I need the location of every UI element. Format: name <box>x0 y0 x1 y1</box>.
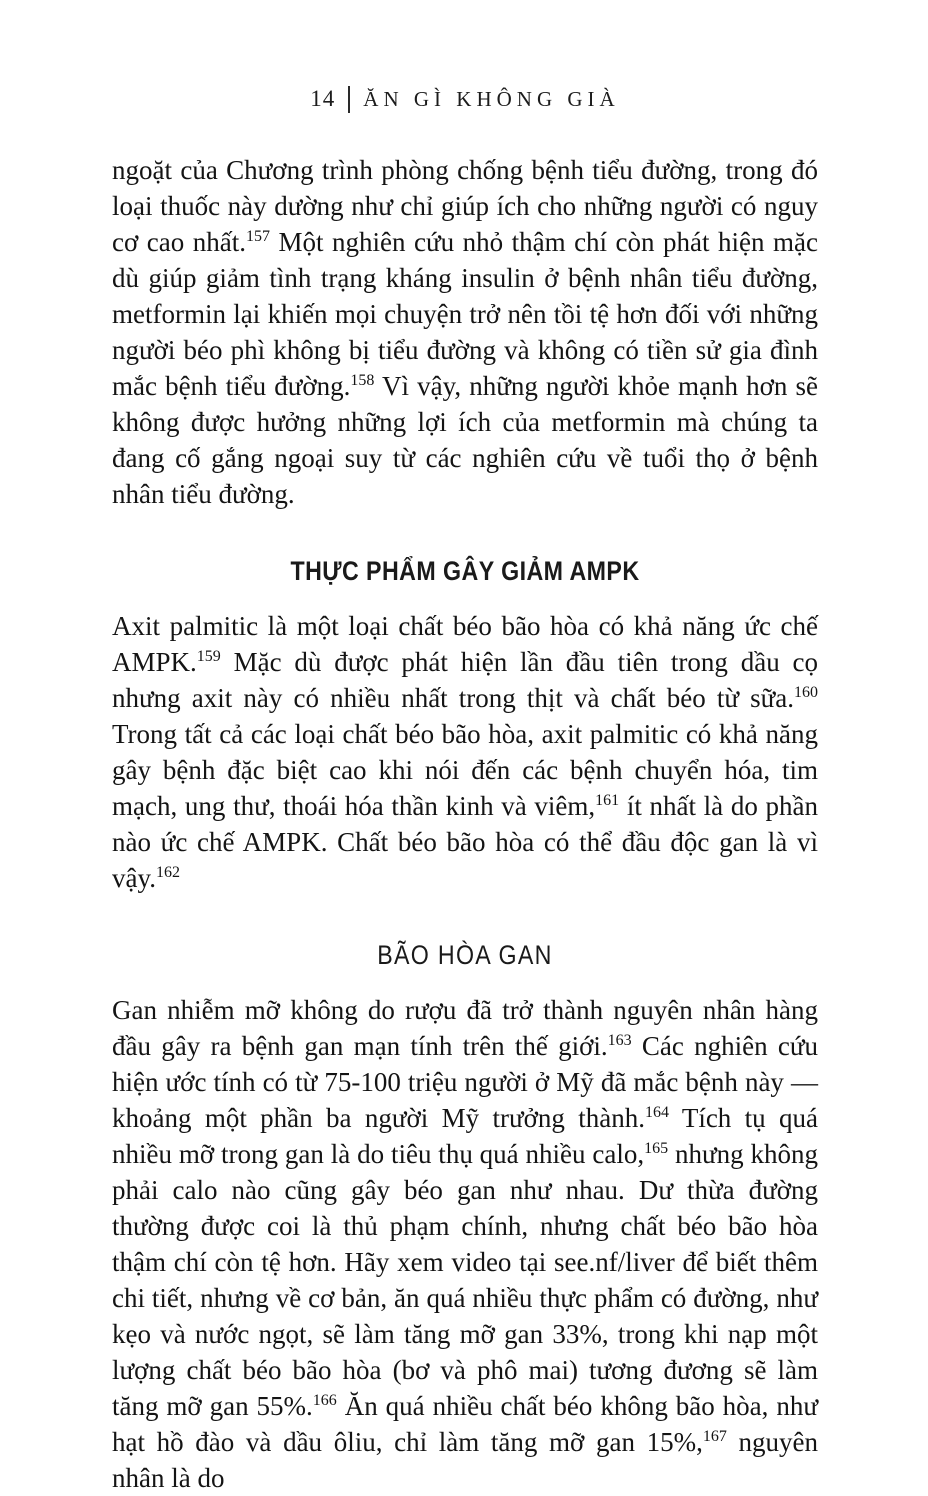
header-divider-line <box>348 86 350 113</box>
page-header <box>112 84 818 114</box>
footnote-ref: 161 <box>595 792 620 809</box>
footnote-ref: 164 <box>644 1104 669 1121</box>
footnote-ref: 163 <box>607 1032 632 1049</box>
paragraph: ngoặt của Chương trình phòng chống bệnh tiểu đường, trong đó loại thuốc này dường như chỉ giúp ích cho những người có nguy cơ cao nhất.$^{157}$ Một nghiên cứu nhỏ thậm chí còn phát hiện mặc dù giúp giảm tình trạng kháng insulin ở bệnh nhân tiểu đường, metformin lại khiến mọi chuyện trở nên tồi tệ hơn đối với những người béo phì không bị tiểu đường và không có tiền sử gia đình mắc bệnh tiểu đường.$^{158}$ Vì vậy, những người khỏe mạnh hơn sẽ không được hưởng những lợi ích của metformin mà chúng ta đang cố gắng ngoại suy từ các nghiên cứu về tuổi thọ ở bệnh nhân tiểu đường. <box>112 155 818 509</box>
page-content <box>112 152 818 1496</box>
footnote-ref: 157 <box>245 228 270 245</box>
section-heading: BÃO HÒA GAN <box>377 940 553 970</box>
footnote-ref: 166 <box>312 1392 337 1409</box>
footnote-ref: 160 <box>794 684 818 701</box>
footnote-ref: 167 <box>702 1428 727 1445</box>
footnote-ref: 158 <box>350 372 375 389</box>
footnote-ref: 162 <box>155 864 180 881</box>
running-book-title: ĂN GÌ KHÔNG GIÀ <box>363 87 620 111</box>
footnote-ref: 159 <box>196 648 221 665</box>
footnote-ref: 165 <box>644 1140 669 1157</box>
section-heading: THỰC PHẨM GÂY GIẢM AMPK <box>290 556 640 586</box>
page-number: 14 <box>310 86 336 111</box>
paragraph: Axit palmitic là một loại chất béo bão hòa có khả năng ức chế AMPK.$^{159}$ Mặc dù được phát hiện lần đầu tiên trong dầu cọ nhưng axit này có nhiều nhất trong thịt và chất béo từ sữa.$^{160}$ Trong tất cả các loại chất béo bão hòa, axit palmitic có khả năng gây bệnh đặc biệt cao khi nói đến các bệnh chuyển hóa, tim mạch, ung thư, thoái hóa thần kinh và viêm,$^{161}$ ít nhất là do phần nào ức chế AMPK. Chất béo bão hòa có thể đầu độc gan là vì vậy.$^{162}$ <box>112 611 818 893</box>
paragraph: Gan nhiễm mỡ không do rượu đã trở thành nguyên nhân hàng đầu gây ra bệnh gan mạn tính trên thế giới.$^{163}$ Các nghiên cứu hiện ước tính có từ 75-100 triệu người ở Mỹ đã mắc bệnh này — khoảng một phần ba người Mỹ trưởng thành.$^{164}$ Tích tụ quá nhiều mỡ trong gan là do tiêu thụ quá nhiều calo,$^{165}$ nhưng không phải calo nào cũng gây béo gan như nhau. Dư thừa đường thường được coi là thủ phạm chính, nhưng chất béo bão hòa thậm chí còn tệ hơn. Hãy xem video tại see.nf/liver để biết thêm chi tiết, nhưng về cơ bản, ăn quá nhiều thực phẩm có đường, như kẹo và nước ngọt, sẽ làm tăng mỡ gan 33%, trong khi nạp một lượng chất béo bão hòa (bơ và phô mai) tương đương sẽ làm tăng mỡ gan 55%.$^{166}$ Ăn quá nhiều chất béo không bão hòa, như hạt hồ đào và dầu ôliu, chỉ làm tăng mỡ gan 15%,$^{167}$ nguyên nhân là do <box>112 995 819 1493</box>
